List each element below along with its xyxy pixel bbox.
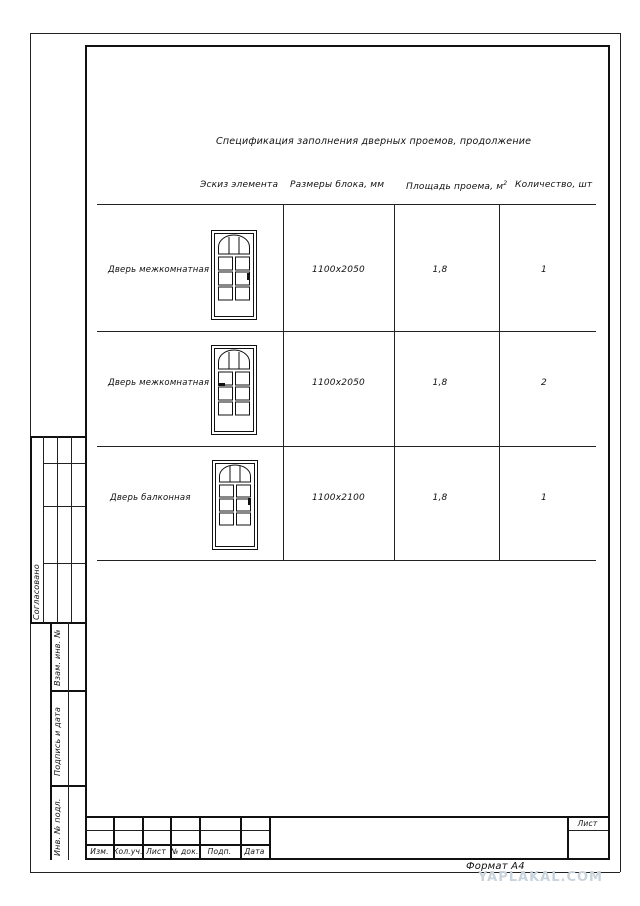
format-label: Формат А4: [466, 861, 525, 872]
table-line-top: [97, 204, 596, 205]
header-size: Размеры блока, мм: [290, 180, 385, 190]
row1-area: 1,8: [432, 265, 448, 275]
inner-frame-top: [85, 45, 609, 47]
header-qty: Количество, шт: [515, 180, 593, 190]
table-line-bottom: [97, 560, 596, 561]
title-col-podp: Подп.: [207, 847, 232, 856]
door-sketch-interior-1: [211, 230, 257, 320]
outer-frame-top: [30, 33, 620, 34]
outer-frame-right: [620, 33, 621, 872]
header-area-superscript: 2: [503, 180, 508, 187]
side-stamp-h2: [43, 506, 85, 507]
header-area: [406, 180, 507, 192]
inner-frame-right: [608, 45, 610, 860]
row1-size: 1100х2050: [312, 265, 365, 275]
door-sketch-balcony: [212, 460, 258, 550]
side-stamp-h4: [30, 622, 85, 624]
title-block-sheet-line: [567, 830, 608, 831]
watermark: YAPLAKAL.COM: [478, 870, 603, 885]
side-stamp-h1: [43, 463, 85, 464]
row2-area: 1,8: [432, 378, 448, 388]
side-stamp-inv-replace: Взам. инв. №: [53, 629, 62, 686]
side-stamp-lower-left: [50, 622, 52, 860]
inner-frame-bottom: [85, 858, 609, 860]
header-area-label: Площадь проема, м: [406, 182, 504, 192]
side-stamp-inner-lower: [68, 622, 69, 860]
title-col-list: Лист: [146, 847, 166, 856]
sheet-title: Спецификация заполнения дверных проемов, продолжение: [216, 136, 532, 147]
title-block-top: [85, 816, 609, 818]
side-stamp-h3: [43, 563, 85, 564]
row3-qty: 1: [541, 493, 547, 503]
row2-size: 1100х2050: [312, 378, 365, 388]
title-sheet-label: Лист: [577, 819, 598, 828]
row1-qty: 1: [541, 265, 547, 275]
side-stamp-agreed: Согласовано: [32, 564, 41, 620]
table-line-row2: [97, 446, 596, 447]
row1-name: Дверь межкомнатная: [108, 265, 210, 275]
title-col-izm: Изм.: [90, 847, 109, 856]
row3-size: 1100х2100: [312, 493, 365, 503]
title-col-data: Дата: [244, 847, 265, 856]
row2-qty: 2: [541, 378, 547, 388]
inner-frame-left: [85, 45, 87, 860]
side-stamp-inv-original: Инв. № подл.: [53, 798, 62, 856]
title-col-ndok: № док.: [170, 847, 199, 856]
title-block-col6: [269, 816, 271, 859]
row3-name: Дверь балконная: [110, 493, 191, 503]
table-line-row1: [97, 331, 596, 332]
door-sketch-interior-2: [211, 345, 257, 435]
header-sketch: Эскиз элемента: [200, 180, 279, 190]
title-col-koluch: Кол.уч.: [113, 847, 143, 856]
row3-area: 1,8: [432, 493, 448, 503]
row2-name: Дверь межкомнатная: [108, 378, 210, 388]
side-stamp-sign-date: Подпись и дата: [53, 706, 62, 776]
